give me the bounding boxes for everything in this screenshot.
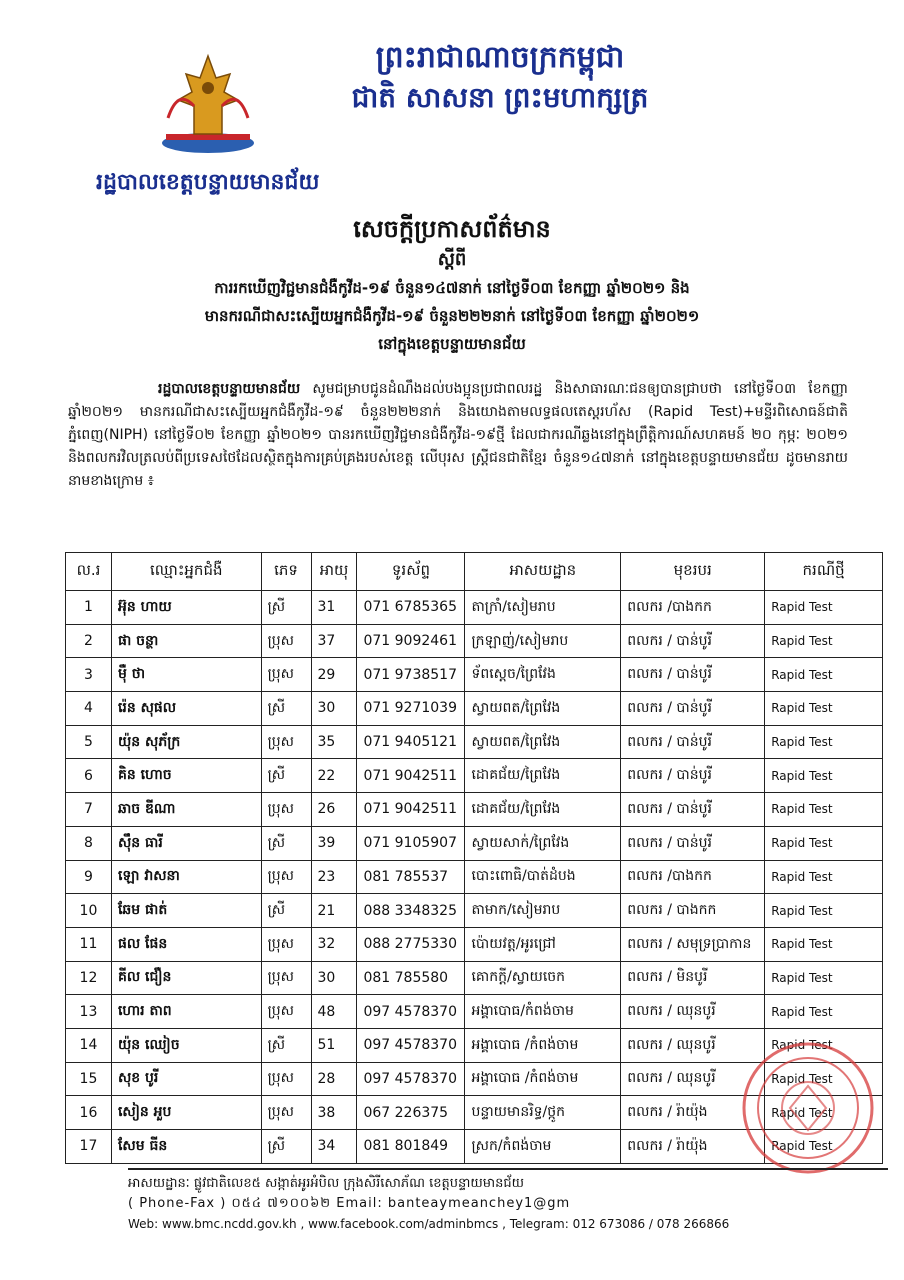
- patient-name: គិន ហោច: [111, 759, 261, 793]
- patient-address: តាក្រាំ/សៀមរាប: [465, 591, 621, 625]
- row-number: 7: [66, 793, 112, 827]
- row-number: 4: [66, 692, 112, 726]
- patient-name: ឡោ វាសនា: [111, 860, 261, 894]
- patient-name: ស៊ឹន ធារី: [111, 826, 261, 860]
- case-type: Rapid Test: [765, 860, 883, 894]
- row-number: 15: [66, 1062, 112, 1096]
- row-number: 17: [66, 1130, 112, 1164]
- row-number: 9: [66, 860, 112, 894]
- patient-occupation: ពលករ / រ៉ាយ៉ុង: [621, 1096, 765, 1130]
- letterhead: [0, 0, 904, 210]
- case-type: Rapid Test: [765, 624, 883, 658]
- col-new-case: ករណីថ្មី: [765, 553, 883, 591]
- patient-phone: 071 9092461: [357, 624, 465, 658]
- document-subject-line-1: ការរកឃើញវិជ្ជមានជំងឺកូវីដ-១៩ ចំនួន១៤៧នាក់ នៅថ្ងៃទី០៣ ខែកញ្ញា ឆ្នាំ២០២១ និង: [214, 279, 690, 297]
- patient-occupation: ពលករ / បាងកក: [621, 894, 765, 928]
- patient-address: បោះពោធិ/បាត់ដំបង: [465, 860, 621, 894]
- patient-name: ឆែម ផាត់: [111, 894, 261, 928]
- patient-phone: 097 4578370: [357, 1062, 465, 1096]
- case-type: Rapid Test: [765, 1096, 883, 1130]
- table-row: [66, 793, 883, 827]
- table-row: [66, 725, 883, 759]
- announcement-lead: រដ្ឋបាលខេត្តបន្ទាយមានជ័យ: [158, 381, 301, 397]
- patient-name: ផា ចន្ថា: [111, 624, 261, 658]
- patient-occupation: ពលករ / ឈុនបូរី: [621, 1062, 765, 1096]
- official-seal-stamp: [738, 1038, 878, 1178]
- patient-age: 39: [311, 826, 357, 860]
- patient-name: ឆាច ឌីណា: [111, 793, 261, 827]
- document-title-block: [60, 212, 844, 358]
- patient-address: អង្គាបោធ/កំពង់ចាម: [465, 995, 621, 1029]
- patient-address: ស្វាយសាក់/ព្រៃវែង: [465, 826, 621, 860]
- patient-age: 48: [311, 995, 357, 1029]
- col-name: ឈ្មោះអ្នកជំងឺ: [111, 553, 261, 591]
- patient-sex: ស្រី: [261, 1130, 311, 1164]
- patient-occupation: ពលករ / បាន់បូរី: [621, 826, 765, 860]
- patient-age: 28: [311, 1062, 357, 1096]
- patient-phone: 067 226375: [357, 1096, 465, 1130]
- patient-sex: ស្រី: [261, 692, 311, 726]
- patient-age: 51: [311, 1028, 357, 1062]
- col-occupation: មុខរបរ: [621, 553, 765, 591]
- patient-name: រ៉េន សុផល: [111, 692, 261, 726]
- patient-address: ក្រឡាញ់/សៀមរាប: [465, 624, 621, 658]
- table-row: [66, 826, 883, 860]
- col-sex: ភេទ: [261, 553, 311, 591]
- patient-phone: 071 6785365: [357, 591, 465, 625]
- row-number: 12: [66, 961, 112, 995]
- patient-occupation: ពលករ / បាន់បូរី: [621, 725, 765, 759]
- patient-occupation: ពលករ / បាន់បូរី: [621, 624, 765, 658]
- patient-address: ទ័ពស្តេច/ព្រៃវែង: [465, 658, 621, 692]
- document-subject-label: ស្តីពី: [437, 249, 467, 270]
- row-number: 3: [66, 658, 112, 692]
- patient-sex: ប្រុស: [261, 624, 311, 658]
- patient-occupation: ពលករ / សមុទ្រប្រាកាន: [621, 927, 765, 961]
- row-number: 16: [66, 1096, 112, 1130]
- patient-phone: 081 801849: [357, 1130, 465, 1164]
- patient-occupation: ពលករ / បាន់បូរី: [621, 793, 765, 827]
- table-row: [66, 961, 883, 995]
- patient-phone: 071 9738517: [357, 658, 465, 692]
- patient-age: 30: [311, 961, 357, 995]
- announcement-paragraph: [68, 378, 848, 493]
- patient-name: សៀន អួប: [111, 1096, 261, 1130]
- patient-age: 32: [311, 927, 357, 961]
- case-type: Rapid Test: [765, 658, 883, 692]
- patient-sex: ប្រុស: [261, 1062, 311, 1096]
- row-number: 13: [66, 995, 112, 1029]
- patient-phone: 071 9105907: [357, 826, 465, 860]
- table-row: [66, 692, 883, 726]
- patient-address: ស្រក/កំពង់ចាម: [465, 1130, 621, 1164]
- patient-phone: 071 9271039: [357, 692, 465, 726]
- footer-phone-email: ( Phone-Fax ) ០៥៤ ៧១០០៦២ Email: banteaymeanchey1@gm: [128, 1196, 571, 1211]
- patient-occupation: ពលករ / ឈុនបូរី: [621, 995, 765, 1029]
- issuing-authority: រដ្ឋបាលខេត្តបន្ទាយមានជ័យ: [96, 170, 320, 195]
- national-motto: ជាតិ សាសនា ព្រះមហាក្សត្រ: [351, 81, 649, 114]
- case-type: Rapid Test: [765, 826, 883, 860]
- table-header-row: [66, 553, 883, 591]
- patient-address: ប៉ោយវត្ត/អូរជ្រៅ: [465, 927, 621, 961]
- patient-sex: ប្រុស: [261, 961, 311, 995]
- patient-phone: 088 3348325: [357, 894, 465, 928]
- patient-name: សែម ធីន: [111, 1130, 261, 1164]
- patient-address: តាមាក/សៀមរាប: [465, 894, 621, 928]
- patient-age: 34: [311, 1130, 357, 1164]
- patient-phone: 097 4578370: [357, 995, 465, 1029]
- row-number: 5: [66, 725, 112, 759]
- patient-address: អង្គាបោធ /កំពង់ចាម: [465, 1028, 621, 1062]
- patient-address: ដោគជ័យ/ព្រៃវែង: [465, 759, 621, 793]
- patient-address: អង្គាបោធ /កំពង់ចាម: [465, 1062, 621, 1096]
- patient-occupation: ពលករ /បាងកក: [621, 591, 765, 625]
- footer-web: Web: www.bmc.ncdd.gov.kh , www.facebook.com/adminbmcs , Telegram: 012 673086 / 078 266866: [128, 1217, 730, 1231]
- document-subject-line-2: មានករណីជាសះស្បើយអ្នកជំងឺកូវីដ-១៩ ចំនួន២២២នាក់ នៅថ្ងៃទី០៣ ខែកញ្ញា ឆ្នាំ២០២១: [204, 307, 700, 325]
- patient-sex: ស្រី: [261, 894, 311, 928]
- patient-age: 21: [311, 894, 357, 928]
- patient-name: អ៊ុន ហាយ: [111, 591, 261, 625]
- patient-name: ម៉ឺ ថា: [111, 658, 261, 692]
- row-number: 11: [66, 927, 112, 961]
- patient-name: យ៉ុន សុភ័ក្រ: [111, 725, 261, 759]
- patient-sex: ប្រុស: [261, 793, 311, 827]
- patient-sex: ប្រុស: [261, 927, 311, 961]
- patient-occupation: ពលករ / ឈុនបូរី: [621, 1028, 765, 1062]
- patient-age: 23: [311, 860, 357, 894]
- patient-phone: 081 785580: [357, 961, 465, 995]
- document-footer: [128, 1168, 888, 1234]
- patient-age: 35: [311, 725, 357, 759]
- col-address: អាសយដ្ឋាន: [465, 553, 621, 591]
- patient-address: ស្វាយពត/ព្រៃវែង: [465, 692, 621, 726]
- patient-phone: 097 4578370: [357, 1028, 465, 1062]
- case-type: Rapid Test: [765, 692, 883, 726]
- provincial-emblem-icon: [158, 48, 258, 158]
- table-row: [66, 860, 883, 894]
- table-row: [66, 658, 883, 692]
- table-row: [66, 591, 883, 625]
- patient-address: គោកក្ដី/ស្វាយចេក: [465, 961, 621, 995]
- case-type: Rapid Test: [765, 1062, 883, 1096]
- table-row: [66, 894, 883, 928]
- patient-age: 38: [311, 1096, 357, 1130]
- document-subject-line-3: នៅក្នុងខេត្តបន្ទាយមានជ័យ: [378, 335, 526, 353]
- patient-sex: ស្រី: [261, 591, 311, 625]
- case-type: Rapid Test: [765, 793, 883, 827]
- patient-sex: ប្រុស: [261, 860, 311, 894]
- patient-sex: ស្រី: [261, 759, 311, 793]
- row-number: 6: [66, 759, 112, 793]
- patient-occupation: ពលករ / បាន់បូរី: [621, 692, 765, 726]
- patient-sex: ប្រុស: [261, 725, 311, 759]
- table-row: [66, 995, 883, 1029]
- patient-phone: 088 2775330: [357, 927, 465, 961]
- patient-address: បន្ទាយមានរិទ្ធ/ថ្កូក: [465, 1096, 621, 1130]
- case-type: Rapid Test: [765, 995, 883, 1029]
- case-type: Rapid Test: [765, 591, 883, 625]
- patient-age: 31: [311, 591, 357, 625]
- col-phone: ទូរស័ព្ទ: [357, 553, 465, 591]
- patient-address: ដោគជ័យ/ព្រៃវែង: [465, 793, 621, 827]
- col-age: អាយុ: [311, 553, 357, 591]
- patient-age: 26: [311, 793, 357, 827]
- kingdom-heading: [290, 38, 710, 118]
- case-type: Rapid Test: [765, 1130, 883, 1164]
- patient-name: ហោរ តាព: [111, 995, 261, 1029]
- table-row: [66, 759, 883, 793]
- patient-sex: ប្រុស: [261, 995, 311, 1029]
- patient-age: 22: [311, 759, 357, 793]
- row-number: 1: [66, 591, 112, 625]
- case-type: Rapid Test: [765, 1028, 883, 1062]
- patient-name: ផល ផែន: [111, 927, 261, 961]
- case-type: Rapid Test: [765, 927, 883, 961]
- patient-sex: ស្រី: [261, 826, 311, 860]
- patient-phone: 071 9042511: [357, 793, 465, 827]
- row-number: 14: [66, 1028, 112, 1062]
- patient-name: យ៉ុន ឈៀច: [111, 1028, 261, 1062]
- announcement-body: សូមជម្រាបជូនដំណឹងដល់បងប្អូនប្រជាពលរដ្ឋ និងសាធារណៈជនឲ្យបានជ្រាបថា នៅថ្ងៃទី០៣ ខែកញ្ញា ឆ្នាំ២០២១ មានករណីជាសះស្បើយអ្នកជំងឺកូវីដ-១៩ ចំនួន២២២នាក់ និងយោងតាមលទ្ធផលតេស្តរហ័ស (Rapid Test)+មន្ទីរពិសោធន៍ជាតិភ្នំពេញ(NIPH) នៅថ្ងៃទី០២ ខែកញ្ញា ឆ្នាំ២០២១ បានរកឃើញវិជ្ជមានជំងឺកូវីដ-១៩ថ្មី ដែលជាករណីឆ្លងនៅក្នុងព្រឹត្តិការណ៍សហគមន៍ ២០ កុម្ភៈ ២០២១ និងពលករវិលត្រលប់ពីប្រទេសថៃដែលស្ថិតក្នុងការគ្រប់គ្រងរបស់ខេត្ត លើបុរស ស្ត្រីជនជាតិខ្មែរ ចំនួន១៤៧នាក់ នៅក្នុងខេត្តបន្ទាយមានជ័យ ដូចមានរាយនាមខាងក្រោម ៖: [68, 381, 848, 489]
- patient-address: ស្វាយពត/ព្រៃវែង: [465, 725, 621, 759]
- table-row: [66, 927, 883, 961]
- case-type: Rapid Test: [765, 894, 883, 928]
- col-number: ល.រ: [66, 553, 112, 591]
- case-type: Rapid Test: [765, 759, 883, 793]
- patient-age: 37: [311, 624, 357, 658]
- patient-phone: 071 9405121: [357, 725, 465, 759]
- patient-age: 30: [311, 692, 357, 726]
- patient-occupation: ពលករ / មិនបូរី: [621, 961, 765, 995]
- kingdom-name: ព្រះរាជាណាចក្រកម្ពុជា: [375, 40, 625, 75]
- document-title: សេចក្តីប្រកាសព័ត៌មាន: [353, 215, 551, 243]
- patient-occupation: ពលករ /បាងកក: [621, 860, 765, 894]
- patient-occupation: ពលករ / បាន់បូរី: [621, 658, 765, 692]
- patient-phone: 071 9042511: [357, 759, 465, 793]
- patient-occupation: ពលករ / បាន់បូរី: [621, 759, 765, 793]
- table-row: [66, 624, 883, 658]
- row-number: 10: [66, 894, 112, 928]
- case-type: Rapid Test: [765, 961, 883, 995]
- row-number: 2: [66, 624, 112, 658]
- footer-address: អាសយដ្ឋានៈ ផ្លូវជាតិលេខ៥ សង្កាត់អូរអំបិល ក្រុងសិរីសោភ័ណ ខេត្តបន្ទាយមានជ័យ: [128, 1176, 525, 1191]
- case-type: Rapid Test: [765, 725, 883, 759]
- patient-sex: ប្រុស: [261, 1096, 311, 1130]
- patient-phone: 081 785537: [357, 860, 465, 894]
- patient-occupation: ពលករ / រ៉ាយ៉ុង: [621, 1130, 765, 1164]
- patient-name: គីល ជឿន: [111, 961, 261, 995]
- patient-sex: ស្រី: [261, 1028, 311, 1062]
- patient-age: 29: [311, 658, 357, 692]
- row-number: 8: [66, 826, 112, 860]
- patient-name: សុខ បូរី: [111, 1062, 261, 1096]
- patient-sex: ប្រុស: [261, 658, 311, 692]
